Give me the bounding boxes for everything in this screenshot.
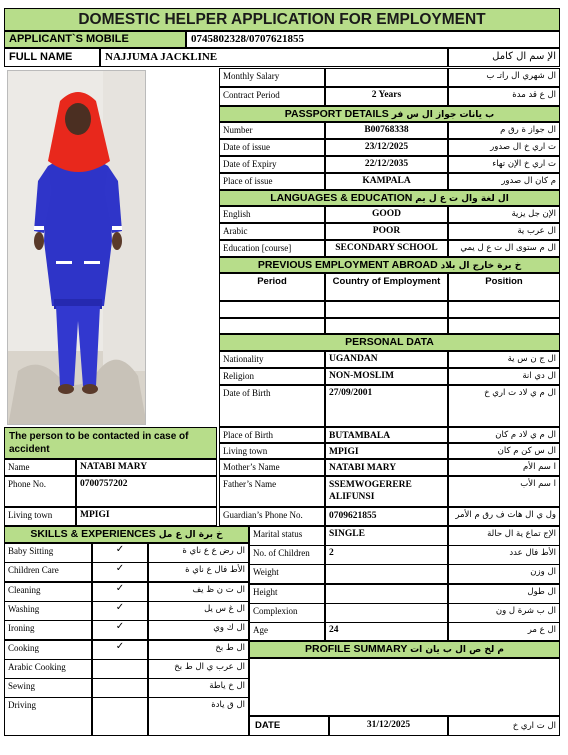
contract-value: 2 Years [325,87,448,106]
previous-header-en: PREVIOUS EMPLOYMENT ABROAD [257,259,438,271]
passport-ar-1: ت اري خ ال صدور [448,139,560,156]
personal2-ar-0: ال م ي لاد م كان [448,427,560,443]
mobile-label: APPLICANT`S MOBILE [4,31,186,48]
passport-value-2: 22/12/2035 [325,156,448,173]
skills-header [4,526,249,543]
personal2-ar-1: ال س كن م كان [448,443,560,459]
personal2-label-0: Place of Birth [219,427,325,443]
personal-label-2: Date of Birth [219,385,325,427]
skill-label-3: Washing [4,601,92,621]
personal2-ar-3: ا سم الأب [448,476,560,507]
skill-check-0: ✓ [92,543,148,563]
status-label-0: Marital status [249,526,325,546]
passport-ar-3: م كان ال صدور [448,173,560,190]
contract-label: Contract Period [219,87,325,106]
languages-header [219,190,560,206]
summary-header-ar: م لخ ص ال ب يان ات [410,645,504,655]
passport-header-en: PASSPORT DETAILS [284,108,389,120]
salary-ar: ال شهري ال راتـ ب [448,68,560,87]
date-label: DATE [249,716,329,736]
profile-summary-header [249,641,560,658]
personal2-label-1: Living town [219,443,325,459]
language-ar-1: ال عرب ية [448,223,560,240]
passport-label-1: Date of issue [219,139,325,156]
personal-ar-0: ال ج ن س ية [448,351,560,368]
passport-label-3: Place of issue [219,173,325,190]
language-ar-2: ال م ستوى ال ت ع ل يمي [448,240,560,257]
skill-label-6: Arabic Cooking [4,659,92,679]
personal2-value-3: SSEMWOGERERE ALIFUNSI [325,476,448,507]
full-name-ar: الإ سم ال كامل [448,48,560,67]
status-ar-0: الإج تماع ية ال حالة [448,526,560,546]
language-value-1: POOR [325,223,448,240]
language-label-2: Education [course] [219,240,325,257]
skill-check-3: ✓ [92,601,148,621]
prev-row-1-country [325,301,448,318]
language-ar-0: الإن جل يزية [448,206,560,223]
personal2-label-3: Father’s Name [219,476,325,507]
personal-data-header: PERSONAL DATA [219,334,560,351]
contact-value-2: MPIGI [76,507,217,526]
passport-ar-0: ال جواز ة رق م [448,122,560,139]
prev-row-2-country [325,318,448,334]
form-title: DOMESTIC HELPER APPLICATION FOR EMPLOYMENT [4,8,560,31]
salary-label: Monthly Salary [219,68,325,87]
skill-ar-5: ال ط بخ [148,640,249,660]
skill-ar-6: ال عرب ي ال ط بخ [148,659,249,679]
skill-ar-4: ال ك وي [148,620,249,640]
passport-header-ar: ب يانات جواز ال س فر [391,110,495,120]
date-value: 31/12/2025 [329,716,448,736]
status-value-1: 2 [325,545,448,565]
status-ar-2: ال وزن [448,564,560,584]
status-label-5: Age [249,622,325,641]
personal2-ar-4: ول ي ال هات ف رق م الأمر [448,507,560,526]
prev-row-1-period [219,301,325,318]
contract-ar: ال ع قد مدة [448,87,560,106]
personal2-label-2: Mother’s Name [219,459,325,476]
skill-label-8: Driving [4,697,92,736]
contact-value-0: NATABI MARY [76,459,217,476]
summary-header-en: PROFILE SUMMARY [305,643,408,655]
skill-label-0: Baby Sitting [4,543,92,563]
previous-employment-header [219,257,560,273]
skill-ar-8: ال ق يادة [148,697,249,736]
skill-check-6 [92,659,148,679]
profile-summary-body [249,658,560,716]
skill-ar-2: ال ت ن ظ يف [148,582,249,602]
personal2-value-2: NATABI MARY [325,459,448,476]
prev-row-2-position [448,318,560,334]
language-label-0: English [219,206,325,223]
skill-label-2: Cleaning [4,582,92,602]
status-label-1: No. of Children [249,545,325,565]
passport-value-0: B00768338 [325,122,448,139]
prev-row-2-period [219,318,325,334]
languages-header-en: LANGUAGES & EDUCATION [270,192,413,204]
personal2-value-1: MPIGI [325,443,448,459]
status-label-3: Height [249,584,325,604]
passport-ar-2: ت اري خ الإن تهاء [448,156,560,173]
contact-label-0: Name [4,459,76,476]
skill-label-1: Children Care [4,562,92,582]
full-name-label: FULL NAME [4,48,100,67]
status-ar-4: ال ب شرة ل ون [448,603,560,623]
personal-value-1: NON-MOSLIM [325,368,448,385]
status-label-2: Weight [249,564,325,584]
prev-row-1-position [448,301,560,318]
skill-check-7 [92,678,148,698]
skill-label-5: Cooking [4,640,92,660]
skill-label-4: Ironing [4,620,92,640]
skill-check-2: ✓ [92,582,148,602]
prev-col-period: Period [219,273,325,301]
personal-value-0: UGANDAN [325,351,448,368]
passport-header [219,106,560,122]
passport-label-0: Number [219,122,325,139]
skill-ar-0: ال رض ع ع ناي ة [148,543,249,563]
passport-label-2: Date of Expiry [219,156,325,173]
passport-value-3: KAMPALA [325,173,448,190]
language-value-0: GOOD [325,206,448,223]
contact-label-2: Living town [4,507,76,526]
status-value-2 [325,564,448,584]
language-value-2: SECONDARY SCHOOL [325,240,448,257]
skill-check-8 [92,697,148,736]
status-value-0: SINGLE [325,526,448,546]
personal2-value-4: 0709621855 [325,507,448,526]
applicant-photo [7,70,146,425]
status-value-4 [325,603,448,623]
skill-ar-7: ال خ ياطة [148,678,249,698]
skill-label-7: Sewing [4,678,92,698]
contact-value-1: 0700757202 [76,476,217,507]
mobile-value: 0745802328/0707621855 [186,31,560,48]
skill-check-5: ✓ [92,640,148,660]
skills-header-ar: خ برة ال ع مل [158,530,223,540]
passport-value-1: 23/12/2025 [325,139,448,156]
date-ar: ال ت اري خ [448,716,560,736]
personal2-label-4: Guardian’s Phone No. [219,507,325,526]
prev-col-country: Country of Employment [325,273,448,301]
personal-ar-1: ال دي انة [448,368,560,385]
personal2-ar-2: ا سم الأم [448,459,560,476]
prev-col-position: Position [448,273,560,301]
skill-ar-3: ال غ س يل [148,601,249,621]
status-value-5: 24 [325,622,448,641]
skills-header-en: SKILLS & EXPERIENCES [30,528,156,540]
status-ar-5: ال ع مر [448,622,560,641]
skill-check-1: ✓ [92,562,148,582]
full-name-value: NAJJUMA JACKLINE [100,48,448,67]
personal-value-2: 27/09/2001 [325,385,448,427]
skill-ar-1: الأط فال ع ناي ة [148,562,249,582]
status-ar-1: الأط فال عدد [448,545,560,565]
skill-check-4: ✓ [92,620,148,640]
status-value-3 [325,584,448,604]
salary-value [325,68,448,87]
language-label-1: Arabic [219,223,325,240]
previous-header-ar: خ برة خارج ال بلاد [440,261,522,271]
contact-header: The person to be contacted in case of accident [4,427,217,459]
status-ar-3: ال طول [448,584,560,604]
contact-label-1: Phone No. [4,476,76,507]
personal-ar-2: ال م ي لاد ت اري خ [448,385,560,427]
status-label-4: Complexion [249,603,325,623]
personal-label-0: Nationality [219,351,325,368]
personal2-value-0: BUTAMBALA [325,427,448,443]
languages-header-ar: ال لغة وال ت ع ل يم [415,194,509,204]
personal-label-1: Religion [219,368,325,385]
